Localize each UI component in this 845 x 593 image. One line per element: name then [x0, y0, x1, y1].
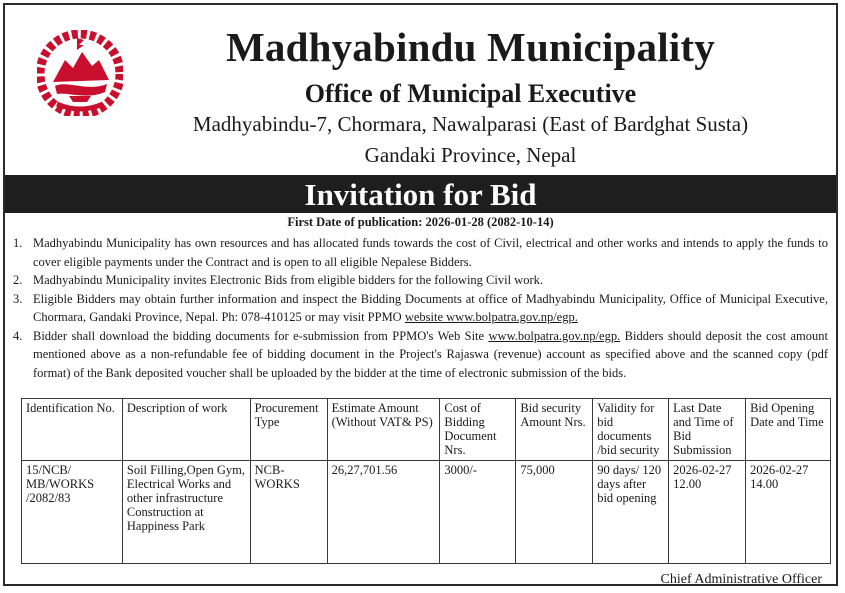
- clause-item: [13, 234, 828, 271]
- ppmo-egp-link[interactable]: www.bolpatra.gov.np/egp.: [488, 328, 621, 343]
- table-row: [22, 461, 831, 564]
- submission-deadline-cell: 2026-02-27 12.00: [669, 461, 746, 564]
- column-header: Procurement Type: [250, 399, 327, 461]
- column-header: Description of work: [122, 399, 250, 461]
- clause-text-part: Bidder shall download the bidding documents for e-submission from PPMO's Web Site: [33, 328, 489, 343]
- document-cost-cell: 3000/-: [440, 461, 516, 564]
- clause-item: [13, 290, 828, 327]
- table-header-row: [22, 399, 831, 461]
- column-header: Bid security Amount Nrs.: [516, 399, 593, 461]
- clause-item: [13, 271, 828, 290]
- office-subtitle: Office of Municipal Executive: [304, 79, 637, 108]
- identification-no-cell: 15/NCB/ MB/WORKS /2082/83: [22, 461, 123, 564]
- clause-text-part: Eligible Bidders may obtain further information and inspect the Bidding Documents at office of Madhyabindu Municipality, Office of Municipal Executive, Chormara, Gandaki Province, Nepal. Ph: 078-410125 or may visit PPMO: [33, 291, 828, 324]
- bid-security-cell: 75,000: [516, 461, 593, 564]
- clause-text: [33, 327, 828, 383]
- column-header: Last Date and Time of Bid Submission: [669, 399, 746, 461]
- clause-text: Madhyabindu Municipality invites Electronic Bids from eligible bidders for the following Civil work.: [33, 273, 543, 287]
- clause-number: 2.: [13, 273, 23, 287]
- office-address: Madhyabindu-7, Chormara, Nawalparasi (East of Bardghat Susta): [192, 112, 749, 136]
- clause-text: [33, 290, 828, 327]
- column-header: Bid Opening Date and Time: [746, 399, 831, 461]
- office-province: Gandaki Province, Nepal: [364, 143, 577, 167]
- clause-number: 4.: [13, 328, 23, 343]
- column-header: Estimate Amount (Without VAT& PS): [327, 399, 440, 461]
- municipality-title: Madhyabindu Municipality: [226, 24, 715, 70]
- ppmo-website-link[interactable]: website www.bolpatra.gov.np/egp.: [404, 310, 578, 324]
- bid-table: [21, 398, 831, 564]
- column-header: Validity for bid documents /bid security: [593, 399, 669, 461]
- description-cell: Soil Filling,Open Gym, Electrical Works and other infrastructure Construction at Happiness Park: [122, 461, 250, 564]
- procurement-type-cell: NCB-WORKS: [250, 461, 327, 564]
- clause-item: [13, 327, 828, 383]
- clause-list: [13, 234, 828, 382]
- publication-date: First Date of publication: 2026-01-28 (2082-10-14): [287, 215, 554, 229]
- notice-frame: [3, 3, 838, 586]
- invitation-banner: Invitation for Bid: [5, 175, 836, 213]
- column-header: Identification No.: [22, 399, 123, 461]
- column-header: Cost of Bidding Document Nrs.: [440, 399, 516, 461]
- clause-text-part: Bidders should deposit the cost amount mentioned above as a non-refundable fee of bidding document in the Project's Rajaswa (revenue) account as specified above and the scanned copy (pdf format) of the Bank deposited voucher shall be uploaded by the bidder at the time of electronic submission of the bids.: [33, 328, 829, 380]
- bid-opening-cell: 2026-02-27 14.00: [746, 461, 831, 564]
- clause-text: Madhyabindu Municipality has own resources and has allocated funds towards the cost of Civil, electrical and other works and intends to apply the funds to cover eligible payments under the Contract and is open to all eligible Nepalese Bidders.: [33, 236, 828, 269]
- validity-cell: 90 days/ 120 days after bid opening: [593, 461, 669, 564]
- clause-number: 3.: [13, 291, 23, 306]
- signatory-title: Chief Administrative Officer: [660, 572, 822, 587]
- clause-number: 1.: [13, 236, 23, 250]
- estimate-amount-cell: 26,27,701.56: [327, 461, 440, 564]
